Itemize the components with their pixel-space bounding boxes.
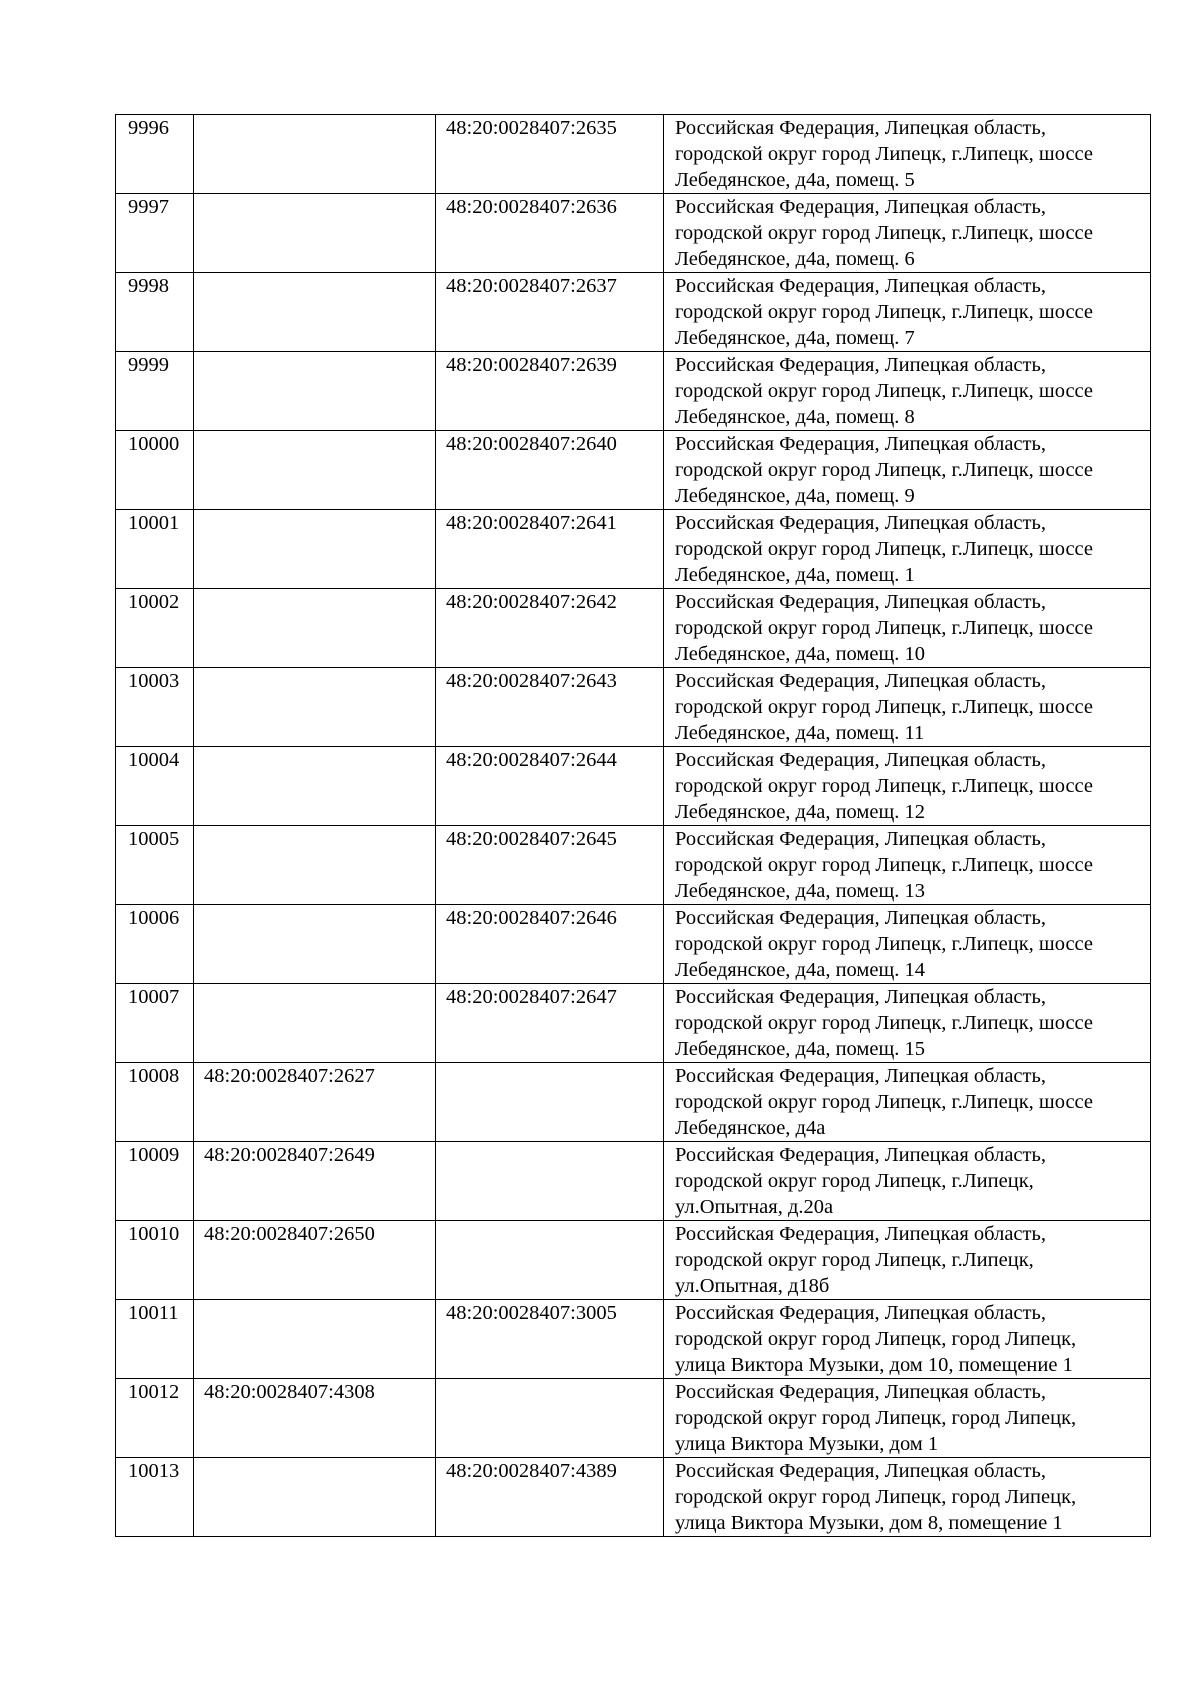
premises-cadastral-number-cell: 48:20:0028407:2643	[436, 668, 664, 747]
table-row	[116, 747, 1151, 826]
cadastral-number-cell	[194, 589, 436, 668]
cadastral-number-cell	[194, 510, 436, 589]
address-line: Лебедянское, д4а, помещ. 1	[675, 564, 915, 586]
cadastral-number-cell	[194, 984, 436, 1063]
address-line: Российская Федерация, Липецкая область,	[675, 1223, 1046, 1245]
cadastral-number-cell	[194, 905, 436, 984]
address-cell	[664, 352, 1151, 431]
address-line: городской округ город Липецк, г.Липецк,	[675, 1170, 1034, 1192]
address-line: городской округ город Липецк, г.Липецк,	[675, 1249, 1034, 1271]
address-line: городской округ город Липецк, город Липецк,	[675, 1486, 1077, 1508]
address-cell	[664, 115, 1151, 194]
premises-cadastral-number-cell: 48:20:0028407:2647	[436, 984, 664, 1063]
address-cell	[664, 1379, 1151, 1458]
premises-cadastral-number-cell: 48:20:0028407:2636	[436, 194, 664, 273]
address-line: Российская Федерация, Липецкая область,	[675, 1381, 1046, 1403]
cadastral-number-cell	[194, 1300, 436, 1379]
row-number-cell: 10013	[116, 1458, 194, 1537]
table-row	[116, 1379, 1151, 1458]
premises-cadastral-number-cell: 48:20:0028407:2642	[436, 589, 664, 668]
address-line: Лебедянское, д4а, помещ. 11	[675, 722, 925, 744]
address-line: городской округ город Липецк, г.Липецк, шоссе	[675, 854, 1093, 876]
address-cell	[664, 510, 1151, 589]
cadastral-number-cell	[194, 194, 436, 273]
row-number-cell: 10001	[116, 510, 194, 589]
property-registry-table	[115, 114, 1151, 1537]
address-line: улица Виктора Музыки, дом 10, помещение 1	[675, 1354, 1073, 1376]
address-line: улица Виктора Музыки, дом 1	[675, 1433, 939, 1455]
address-line: Российская Федерация, Липецкая область,	[675, 591, 1046, 613]
registry-table-body	[116, 115, 1151, 1537]
table-row	[116, 668, 1151, 747]
address-cell	[664, 984, 1151, 1063]
address-cell	[664, 668, 1151, 747]
address-line: городской округ город Липецк, г.Липецк, шоссе	[675, 380, 1093, 402]
cadastral-number-cell	[194, 668, 436, 747]
address-line: Российская Федерация, Липецкая область,	[675, 433, 1046, 455]
address-line: городской округ город Липецк, г.Липецк, шоссе	[675, 143, 1093, 165]
address-cell	[664, 1300, 1151, 1379]
address-line: Российская Федерация, Липецкая область,	[675, 275, 1046, 297]
address-line: Лебедянское, д4а, помещ. 15	[675, 1038, 926, 1060]
table-row	[116, 905, 1151, 984]
table-row	[116, 826, 1151, 905]
table-row	[116, 1458, 1151, 1537]
row-number-cell: 9996	[116, 115, 194, 194]
premises-cadastral-number-cell	[436, 1221, 664, 1300]
table-row	[116, 510, 1151, 589]
address-cell	[664, 905, 1151, 984]
premises-cadastral-number-cell: 48:20:0028407:3005	[436, 1300, 664, 1379]
address-line: Российская Федерация, Липецкая область,	[675, 1144, 1046, 1166]
premises-cadastral-number-cell	[436, 1142, 664, 1221]
address-cell	[664, 1458, 1151, 1537]
table-row	[116, 352, 1151, 431]
premises-cadastral-number-cell: 48:20:0028407:2639	[436, 352, 664, 431]
address-line: Лебедянское, д4а, помещ. 10	[675, 643, 926, 665]
address-cell	[664, 1063, 1151, 1142]
address-line: Российская Федерация, Липецкая область,	[675, 670, 1046, 692]
address-line: городской округ город Липецк, г.Липецк, шоссе	[675, 775, 1093, 797]
table-row	[116, 431, 1151, 510]
cadastral-number-cell: 48:20:0028407:4308	[194, 1379, 436, 1458]
row-number-cell: 10007	[116, 984, 194, 1063]
row-number-cell: 10003	[116, 668, 194, 747]
premises-cadastral-number-cell: 48:20:0028407:2645	[436, 826, 664, 905]
address-line: Лебедянское, д4а, помещ. 13	[675, 880, 926, 902]
address-line: Российская Федерация, Липецкая область,	[675, 196, 1046, 218]
address-line: ул.Опытная, д.20а	[675, 1196, 834, 1218]
table-row	[116, 194, 1151, 273]
address-line: Лебедянское, д4а, помещ. 6	[675, 248, 915, 270]
address-cell	[664, 1142, 1151, 1221]
table-row	[116, 1300, 1151, 1379]
address-line: Российская Федерация, Липецкая область,	[675, 986, 1046, 1008]
cadastral-number-cell	[194, 1458, 436, 1537]
premises-cadastral-number-cell	[436, 1379, 664, 1458]
address-line: городской округ город Липецк, г.Липецк, шоссе	[675, 301, 1093, 323]
address-line: Российская Федерация, Липецкая область,	[675, 907, 1046, 929]
address-line: Лебедянское, д4а, помещ. 12	[675, 801, 926, 823]
cadastral-number-cell	[194, 826, 436, 905]
premises-cadastral-number-cell: 48:20:0028407:2641	[436, 510, 664, 589]
address-cell	[664, 431, 1151, 510]
row-number-cell: 10011	[116, 1300, 194, 1379]
address-line: городской округ город Липецк, г.Липецк, шоссе	[675, 1091, 1093, 1113]
address-cell	[664, 194, 1151, 273]
address-line: Лебедянское, д4а	[675, 1117, 826, 1139]
address-line: Российская Федерация, Липецкая область,	[675, 1065, 1046, 1087]
address-line: городской округ город Липецк, город Липецк,	[675, 1407, 1077, 1429]
row-number-cell: 10010	[116, 1221, 194, 1300]
address-line: Лебедянское, д4а, помещ. 14	[675, 959, 926, 981]
address-cell	[664, 1221, 1151, 1300]
address-line: городской округ город Липецк, г.Липецк, шоссе	[675, 933, 1093, 955]
table-row	[116, 1063, 1151, 1142]
cadastral-number-cell	[194, 115, 436, 194]
row-number-cell: 10009	[116, 1142, 194, 1221]
address-cell	[664, 589, 1151, 668]
row-number-cell: 9999	[116, 352, 194, 431]
table-row	[116, 984, 1151, 1063]
table-row	[116, 273, 1151, 352]
address-line: городской округ город Липецк, город Липецк,	[675, 1328, 1077, 1350]
row-number-cell: 10012	[116, 1379, 194, 1458]
address-line: Российская Федерация, Липецкая область,	[675, 512, 1046, 534]
address-line: городской округ город Липецк, г.Липецк, шоссе	[675, 696, 1093, 718]
cadastral-number-cell	[194, 352, 436, 431]
address-line: Российская Федерация, Липецкая область,	[675, 749, 1046, 771]
address-line: Российская Федерация, Липецкая область,	[675, 828, 1046, 850]
address-cell	[664, 273, 1151, 352]
address-line: Лебедянское, д4а, помещ. 5	[675, 169, 915, 191]
cadastral-number-cell	[194, 747, 436, 826]
table-row	[116, 589, 1151, 668]
row-number-cell: 10006	[116, 905, 194, 984]
address-line: Российская Федерация, Липецкая область,	[675, 1460, 1046, 1482]
address-line: Лебедянское, д4а, помещ. 8	[675, 406, 915, 428]
address-cell	[664, 747, 1151, 826]
cadastral-number-cell: 48:20:0028407:2650	[194, 1221, 436, 1300]
address-line: Российская Федерация, Липецкая область,	[675, 117, 1046, 139]
premises-cadastral-number-cell: 48:20:0028407:2640	[436, 431, 664, 510]
address-line: Российская Федерация, Липецкая область,	[675, 354, 1046, 376]
address-line: городской округ город Липецк, г.Липецк, шоссе	[675, 222, 1093, 244]
row-number-cell: 9998	[116, 273, 194, 352]
premises-cadastral-number-cell: 48:20:0028407:2644	[436, 747, 664, 826]
table-row	[116, 1142, 1151, 1221]
address-line: городской округ город Липецк, г.Липецк, шоссе	[675, 459, 1093, 481]
address-line: Российская Федерация, Липецкая область,	[675, 1302, 1046, 1324]
cadastral-number-cell: 48:20:0028407:2649	[194, 1142, 436, 1221]
row-number-cell: 10004	[116, 747, 194, 826]
address-line: Лебедянское, д4а, помещ. 7	[675, 327, 915, 349]
premises-cadastral-number-cell	[436, 1063, 664, 1142]
address-line: городской округ город Липецк, г.Липецк, шоссе	[675, 538, 1093, 560]
row-number-cell: 10008	[116, 1063, 194, 1142]
address-line: городской округ город Липецк, г.Липецк, шоссе	[675, 617, 1093, 639]
address-cell	[664, 826, 1151, 905]
cadastral-number-cell: 48:20:0028407:2627	[194, 1063, 436, 1142]
address-line: ул.Опытная, д18б	[675, 1275, 830, 1297]
premises-cadastral-number-cell: 48:20:0028407:2635	[436, 115, 664, 194]
cadastral-number-cell	[194, 273, 436, 352]
address-line: городской округ город Липецк, г.Липецк, шоссе	[675, 1012, 1093, 1034]
row-number-cell: 10005	[116, 826, 194, 905]
premises-cadastral-number-cell: 48:20:0028407:2637	[436, 273, 664, 352]
premises-cadastral-number-cell: 48:20:0028407:2646	[436, 905, 664, 984]
table-row	[116, 115, 1151, 194]
table-row	[116, 1221, 1151, 1300]
row-number-cell: 9997	[116, 194, 194, 273]
row-number-cell: 10000	[116, 431, 194, 510]
address-line: улица Виктора Музыки, дом 8, помещение 1	[675, 1512, 1063, 1534]
premises-cadastral-number-cell: 48:20:0028407:4389	[436, 1458, 664, 1537]
row-number-cell: 10002	[116, 589, 194, 668]
cadastral-number-cell	[194, 431, 436, 510]
address-line: Лебедянское, д4а, помещ. 9	[675, 485, 915, 507]
